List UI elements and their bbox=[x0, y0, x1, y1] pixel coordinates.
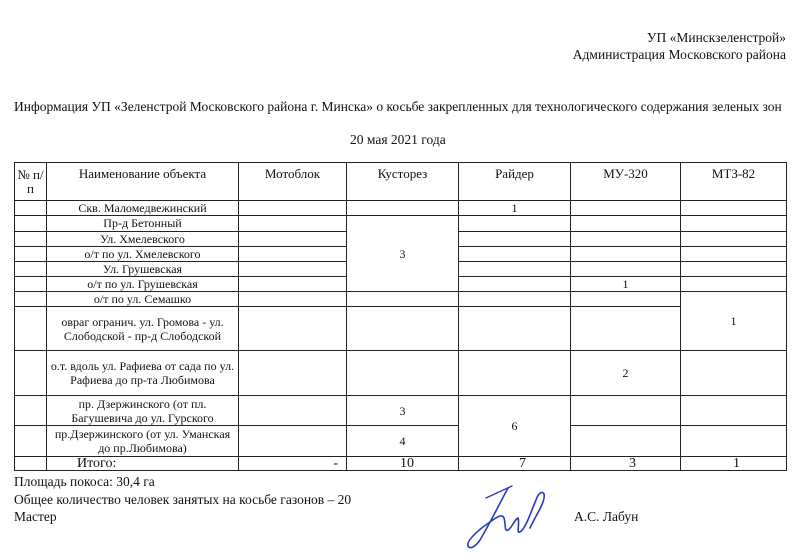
department-name: Администрация Московского района bbox=[572, 47, 786, 62]
people-count: Общее количество человек занятых на косьбе газонов – 20 bbox=[14, 492, 352, 507]
signature-icon bbox=[450, 478, 570, 558]
cell-mu320-value: 2 bbox=[622, 366, 629, 380]
table-row-name: Скв. Маломедвежинский bbox=[78, 200, 207, 215]
cell-mu320-value: 1 bbox=[622, 276, 629, 291]
cell-raider-group-value: 6 bbox=[511, 419, 518, 433]
col-header-object-name: Наименование объекта bbox=[78, 166, 207, 181]
table-row-name: Ул. Грушевская bbox=[102, 261, 183, 276]
totals-label: Итого: bbox=[77, 455, 117, 471]
mowing-area: Площадь покоса: 30,4 га bbox=[14, 474, 155, 489]
table-row-name: о/т по ул. Семашко bbox=[93, 291, 192, 306]
table-row-name: о/т по ул. Хмелевского bbox=[84, 246, 201, 261]
col-header-mu320: МУ-320 bbox=[603, 166, 648, 181]
cell-kustorez-group-value: 3 bbox=[399, 246, 406, 261]
signer-role: Мастер bbox=[14, 509, 57, 524]
col-header-raider: Райдер bbox=[495, 166, 534, 181]
table-row-name: пр.Дзержинского (от ул. Уманская до пр.Любимова) bbox=[54, 427, 231, 455]
signer-name: А.С. Лабун bbox=[574, 509, 639, 524]
organization-name: УП «Минскзеленстрой» bbox=[646, 30, 786, 45]
document-date: 20 мая 2021 года bbox=[350, 132, 446, 147]
document-title: Информация УП «Зеленстрой Московского района г. Минска» о косьбе закрепленных для технологического содержания зеленых зон bbox=[14, 99, 782, 114]
total-raider: 7 bbox=[519, 455, 526, 471]
total-mu320: 3 bbox=[629, 455, 636, 471]
col-header-motoblok: Мотоблок bbox=[264, 166, 321, 181]
table-row-name: Ул. Хмелевского bbox=[100, 231, 185, 246]
cell-raider-value: 1 bbox=[511, 200, 518, 215]
table-row-name: Пр-д Бетонный bbox=[103, 216, 182, 230]
cell-kustorez-value: 3 bbox=[399, 403, 406, 418]
total-mtz82: 1 bbox=[733, 455, 740, 471]
col-header-kustorez: Кусторез bbox=[377, 166, 428, 181]
table-row-name: о.т. вдоль ул. Рафиева от сада по ул. Рафиева до пр-та Любимова bbox=[50, 359, 235, 387]
cell-kustorez-value: 4 bbox=[399, 434, 406, 448]
total-kustorez: 10 bbox=[400, 455, 414, 471]
table-row-name: овраг огранич. ул. Громова - ул. Слободской - пр-д Слободской bbox=[61, 314, 224, 343]
col-header-number: № п/п bbox=[17, 166, 44, 196]
table-row-name: о/т по ул. Грушевская bbox=[87, 276, 198, 291]
total-motoblok: - bbox=[333, 455, 338, 471]
col-header-mtz82: МТЗ-82 bbox=[711, 166, 756, 181]
cell-mtz82-group-value: 1 bbox=[730, 314, 737, 328]
table-row-name: пр. Дзержинского (от пл. Багушевича до ул. Гурского bbox=[71, 396, 214, 425]
